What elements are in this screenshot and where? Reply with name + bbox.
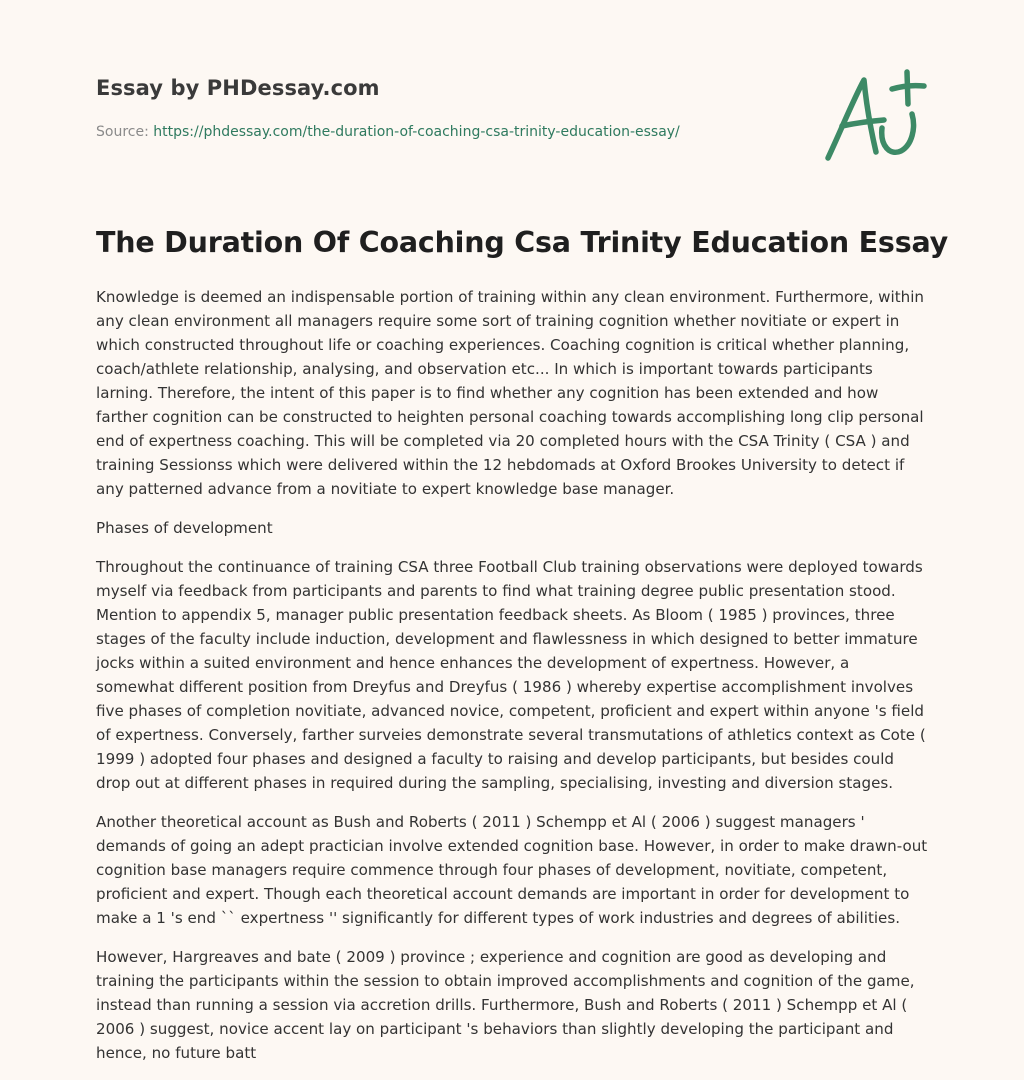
site-brand: Essay by PHDessay.com <box>96 76 380 100</box>
source-label: Source: <box>96 124 154 140</box>
essay-title: The Duration Of Coaching Csa Trinity Education Essay <box>96 226 948 259</box>
essay-paragraph: However, Hargreaves and bate ( 2009 ) province ; experience and cognition are good as developing and training the participants within the session to obtain improved accomplishments and cognition of the game, instead than running a session via accretion drills. Furthermore, Bush and Roberts ( 2011 ) Schempp et Al ( 2006 ) suggest, novice accent lay on participant 's behaviors than slightly developing the participant and hence, no future batt <box>96 948 915 1062</box>
source-line <box>96 124 680 140</box>
essay-body <box>96 285 932 1080</box>
source-link[interactable]: https://phdessay.com/the-duration-of-coaching-csa-trinity-education-essay/ <box>153 124 680 140</box>
section-heading: Phases of development <box>96 519 273 537</box>
a-plus-grade-icon <box>824 66 928 164</box>
essay-paragraph: Another theoretical account as Bush and Roberts ( 2011 ) Schempp et Al ( 2006 ) suggest managers ' demands of going an adept practician involve extended cognition base. However, in order to make drawn-out cognition base managers require commence through four phases of development, novitiate, competent, proficient and expert. Though each theoretical account demands are important in order for development to make a 1 's end `` expertness '' significantly for different types of work industries and degrees of abilities. <box>96 813 928 927</box>
essay-paragraph: Throughout the continuance of training CSA three Football Club training observations were deployed towards myself via feedback from participants and parents to find what training degree public presentation stood. Mention to appendix 5, manager public presentation feedback sheets. As Bloom ( 1985 ) provinces, three stages of the faculty include induction, development and flawlessness in which designed to better immature jocks within a suited environment and hence enhances the development of expertness. However, a somewhat different position from Dreyfus and Dreyfus ( 1986 ) whereby expertise accomplishment involves five phases of completion novitiate, advanced novice, competent, proficient and expert within anyone 's field of expertness. Conversely, farther surveies demonstrate several transmutations of athletics context as Cote ( 1999 ) adopted four phases and designed a faculty to raising and develop participants, but besides could drop out at different phases in required during the sampling, specialising, investing and diversion stages. <box>96 558 926 792</box>
essay-paragraph: Knowledge is deemed an indispensable portion of training within any clean environment. Furthermore, within any clean environment all managers require some sort of training cognition whether novitiate or expert in which constructed throughout life or coaching experiences. Coaching cognition is critical whether planning, coach/athlete relationship, analysing, and observation etc... In which is important towards participants larning. Therefore, the intent of this paper is to find whether any cognition has been extended and how farther cognition can be constructed to heighten personal coaching towards accomplishing long clip personal end of expertness coaching. This will be completed via 20 completed hours with the CSA Trinity ( CSA ) and training Sessionss which were delivered within the 12 hebdomads at Oxford Brookes University to detect if any patterned advance from a novitiate to expert knowledge base manager. <box>96 288 924 498</box>
